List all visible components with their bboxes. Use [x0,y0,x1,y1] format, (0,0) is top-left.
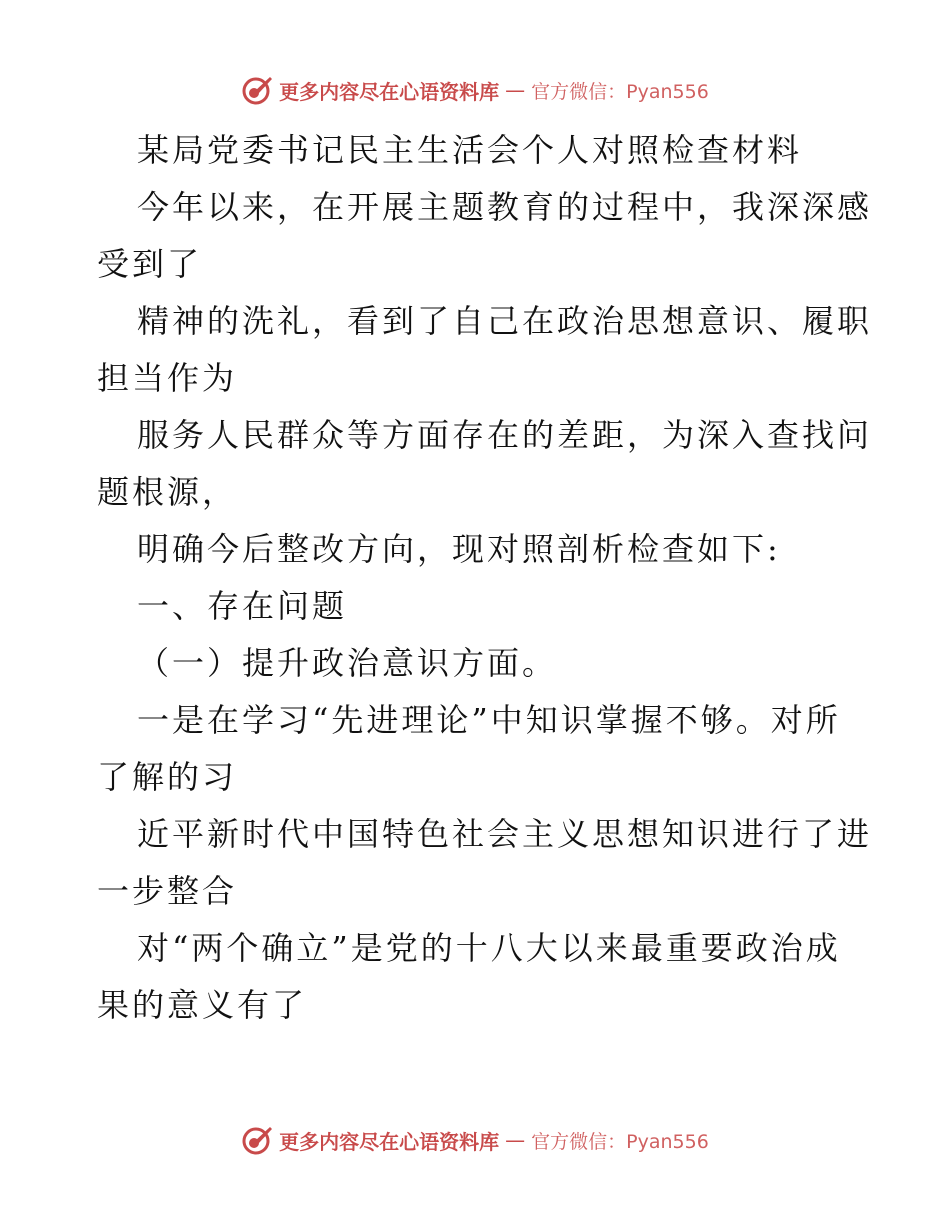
header-banner [0,70,950,110]
banner-brand: 更多内容尽在心语资料库 [279,79,500,104]
paragraph-line: 担当作为 [97,359,238,397]
banner-separator: — [505,78,526,102]
subsection-heading: （一）提升政治意识方面。 [137,644,558,682]
paragraph-line: 今年以来，在开展主题教育的过程中，我深深感 [137,188,873,226]
paragraph-line: 一是在学习“先进理论”中知识掌握不够。对所 [137,701,841,739]
banner-brand: 更多内容尽在心语资料库 [279,1129,500,1154]
brush-logo-icon [241,74,273,106]
footer-banner [0,1120,950,1160]
paragraph-line: 精神的洗礼，看到了自己在政治思想意识、履职 [137,302,873,340]
paragraph-line: 受到了 [97,245,203,283]
brush-logo-icon [241,1124,273,1156]
paragraph-line: 果的意义有了 [97,986,308,1024]
document-body [97,122,873,1034]
paragraph-line: 明确今后整改方向，现对照剖析检查如下: [137,530,781,568]
paragraph-line: 了解的习 [97,758,238,796]
paragraph-line: 一步整合 [97,872,238,910]
banner-contact: 官方微信：Pyan556 [531,1130,709,1153]
paragraph-line: 题根源， [97,473,238,511]
banner-contact: 官方微信：Pyan556 [531,80,709,103]
paragraph-line: 对“两个确立”是党的十八大以来最重要政治成 [137,929,841,967]
banner-separator: — [505,1128,526,1152]
section-heading: 一、存在问题 [137,587,348,625]
paragraph-line: 服务人民群众等方面存在的差距，为深入查找问 [137,416,873,454]
paragraph-line: 近平新时代中国特色社会主义思想知识进行了进 [137,815,873,853]
document-title: 某局党委书记民主生活会个人对照检查材料 [137,131,803,169]
